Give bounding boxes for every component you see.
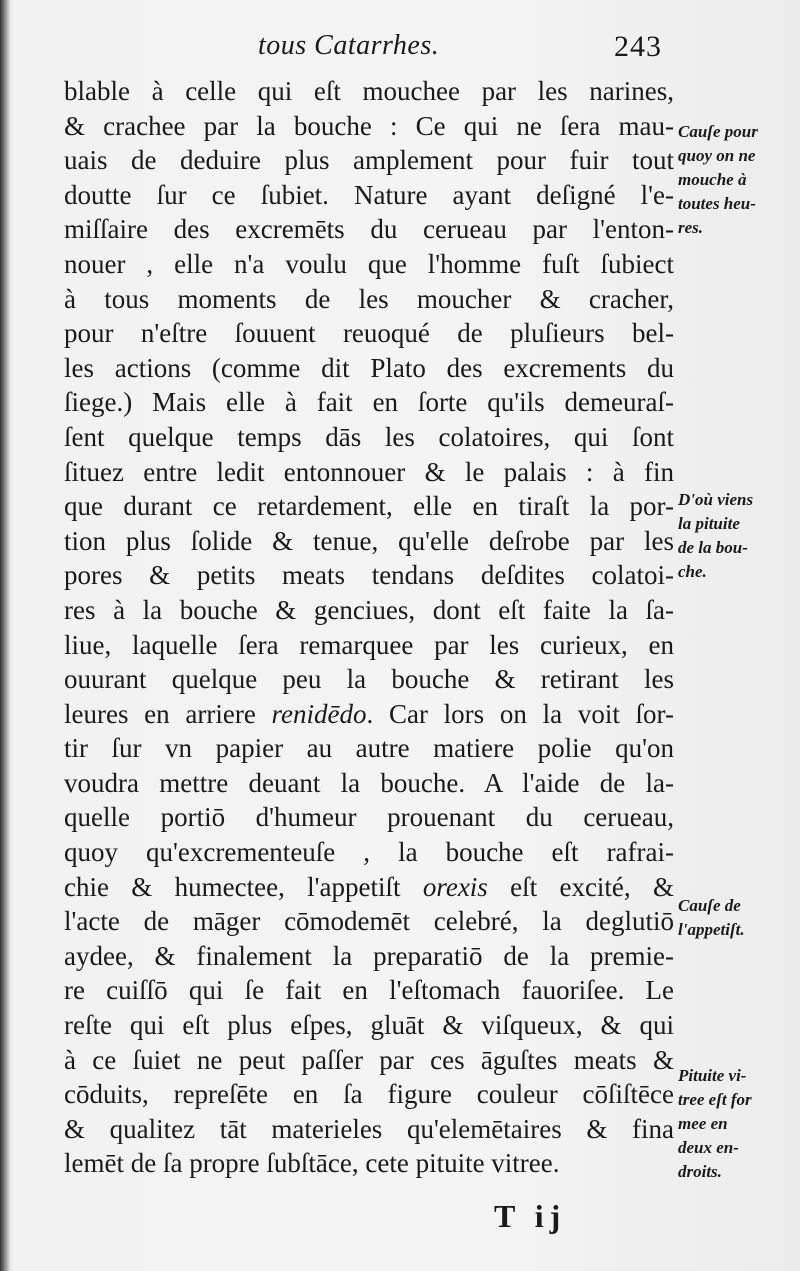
- page-gutter-shadow: [0, 0, 10, 1271]
- text-segment: pour n'eſtre ſouuent reuoqué de pluſieurs bel-: [64, 318, 674, 349]
- margin-note-line: toutes heu-: [678, 194, 756, 213]
- text-line: [64, 282, 674, 317]
- margin-note-line: res.: [678, 218, 704, 237]
- text-line: [64, 143, 674, 178]
- running-head: [0, 30, 800, 70]
- text-line: [64, 1146, 674, 1181]
- text-segment: tion plus ſolide & tenue, qu'elle deſrobe par les: [64, 525, 674, 556]
- text-line: [64, 766, 674, 801]
- margin-note-line: l'appetiſt.: [678, 920, 745, 939]
- margin-note-line: Cauſe de: [678, 896, 741, 915]
- text-segment: voudra mettre deuant la bouche. A l'aide de la-: [64, 767, 674, 798]
- text-segment: . Car lors on la voit ſor-: [366, 698, 674, 729]
- italic-term: renidēdo: [271, 698, 367, 729]
- text-line: [64, 489, 674, 524]
- margin-note-cause-appetit: [678, 894, 796, 942]
- text-line: [64, 973, 674, 1008]
- italic-term: orexis: [422, 871, 488, 902]
- text-line: [64, 178, 674, 213]
- text-line: [64, 212, 674, 247]
- text-line: [64, 870, 674, 905]
- text-segment: re cuiſſō qui ſe fait en l'eſtomach fauoriſee. Le: [64, 975, 674, 1006]
- text-segment: eſt excité, &: [487, 871, 674, 902]
- text-line: [64, 835, 674, 870]
- text-line: [64, 109, 674, 144]
- text-segment: pores & petits meats tendans deſdites colatoi-: [64, 560, 674, 591]
- margin-note-line: quoy on ne: [678, 146, 756, 165]
- text-segment: à ce ſuiet ne peut paſſer par ces āguſtes meats &: [64, 1044, 674, 1075]
- text-segment: à tous moments de les moucher & cracher,: [64, 283, 674, 314]
- text-line: [64, 1043, 674, 1078]
- margin-note-line: mee en: [678, 1114, 728, 1133]
- text-line: [64, 800, 674, 835]
- text-segment: les actions (comme dit Plato des excrements du: [64, 352, 674, 383]
- margin-note-line: tree eſt for: [678, 1090, 752, 1109]
- margin-note-line: droits.: [678, 1162, 722, 1181]
- text-segment: que durant ce retardement, elle en tiraſt la por-: [64, 491, 674, 522]
- text-segment: res à la bouche & genciues, dont eſt faite la ſa-: [64, 594, 674, 625]
- body-text: [64, 74, 674, 1181]
- text-segment: uais de deduire plus amplement pour fuir tout: [64, 145, 674, 176]
- text-line: [64, 351, 674, 386]
- text-segment: aydee, & finalement la preparatiō de la premie-: [64, 940, 674, 971]
- text-segment: l'acte de māger cōmodemēt celebré, la deglutiō: [64, 906, 674, 937]
- page-number: 243: [614, 30, 662, 63]
- text-line: [64, 731, 674, 766]
- text-segment: ſituez entre ledit entonnouer & le palais : à fin: [64, 456, 674, 487]
- text-segment: leures en arriere: [64, 698, 272, 729]
- margin-note-line: mouche à: [678, 170, 747, 189]
- text-segment: chie & humectee, l'appetiſt: [64, 871, 423, 902]
- text-segment: liue, laquelle ſera remarquee par les curieux, en: [64, 629, 674, 660]
- text-segment: doutte ſur ce ſubiet. Nature ayant deſigné l'e-: [64, 179, 674, 210]
- text-segment: lemēt de ſa propre ſubſtāce, cete pituite vitree.: [64, 1148, 560, 1179]
- text-line: [64, 1008, 674, 1043]
- text-line: [64, 558, 674, 593]
- text-line: [64, 455, 674, 490]
- text-line: [64, 593, 674, 628]
- margin-note-line: Cauſe pour: [678, 122, 758, 141]
- text-segment: reſte qui eſt plus eſpes, gluāt & viſqueux, & qui: [64, 1010, 674, 1041]
- text-line: [64, 697, 674, 732]
- margin-note-line: Pituite vi-: [678, 1066, 747, 1085]
- text-segment: quelle portiō d'humeur prouenant du cerueau,: [64, 802, 674, 833]
- text-line: [64, 1112, 674, 1147]
- text-segment: nouer , elle n'a voulu que l'homme fuſt ſubiect: [64, 248, 674, 279]
- text-line: [64, 524, 674, 559]
- text-line: [64, 247, 674, 282]
- margin-note-line: che.: [678, 562, 707, 581]
- text-line: [64, 1077, 674, 1112]
- text-segment: blable à celle qui eſt mouchee par les narines,: [64, 76, 674, 106]
- text-line: [64, 904, 674, 939]
- signature-mark: T ij: [494, 1198, 567, 1234]
- margin-note-cause-mouche: [678, 120, 796, 240]
- text-segment: & qualitez tāt materieles qu'elemētaires & fina: [64, 1113, 674, 1144]
- text-line: [64, 420, 674, 455]
- text-segment: ſent quelque temps dās les colatoires, qui ſont: [64, 421, 674, 452]
- text-line: [64, 74, 674, 109]
- margin-note-pituite-vitree: [678, 1064, 796, 1184]
- text-segment: ſiege.) Mais elle à fait en ſorte qu'ils demeuraſ-: [64, 387, 674, 418]
- text-line: [64, 939, 674, 974]
- margin-note-line: D'où viens: [678, 490, 754, 509]
- text-segment: cōduits, repreſēte en ſa figure couleur cōſiſtēce: [64, 1079, 674, 1110]
- text-segment: quoy qu'excrementeuſe , la bouche eſt rafrai-: [64, 837, 674, 868]
- margin-note-line: deux en-: [678, 1138, 739, 1157]
- running-head-title: tous Catarrhes.: [258, 30, 440, 61]
- text-line: [64, 385, 674, 420]
- text-segment: tir ſur vn papier au autre matiere polie qu'on: [64, 733, 674, 764]
- margin-note-pituite-bouche: [678, 488, 796, 584]
- text-segment: miſſaire des excremēts du cerueau par l'enton-: [64, 214, 674, 245]
- margin-note-line: de la bou-: [678, 538, 748, 557]
- margin-note-line: la pituite: [678, 514, 740, 533]
- text-line: [64, 662, 674, 697]
- text-segment: & crachee par la bouche : Ce qui ne ſera mau-: [64, 110, 674, 141]
- text-line: [64, 628, 674, 663]
- text-line: [64, 316, 674, 351]
- text-segment: ouurant quelque peu la bouche & retirant les: [64, 664, 674, 695]
